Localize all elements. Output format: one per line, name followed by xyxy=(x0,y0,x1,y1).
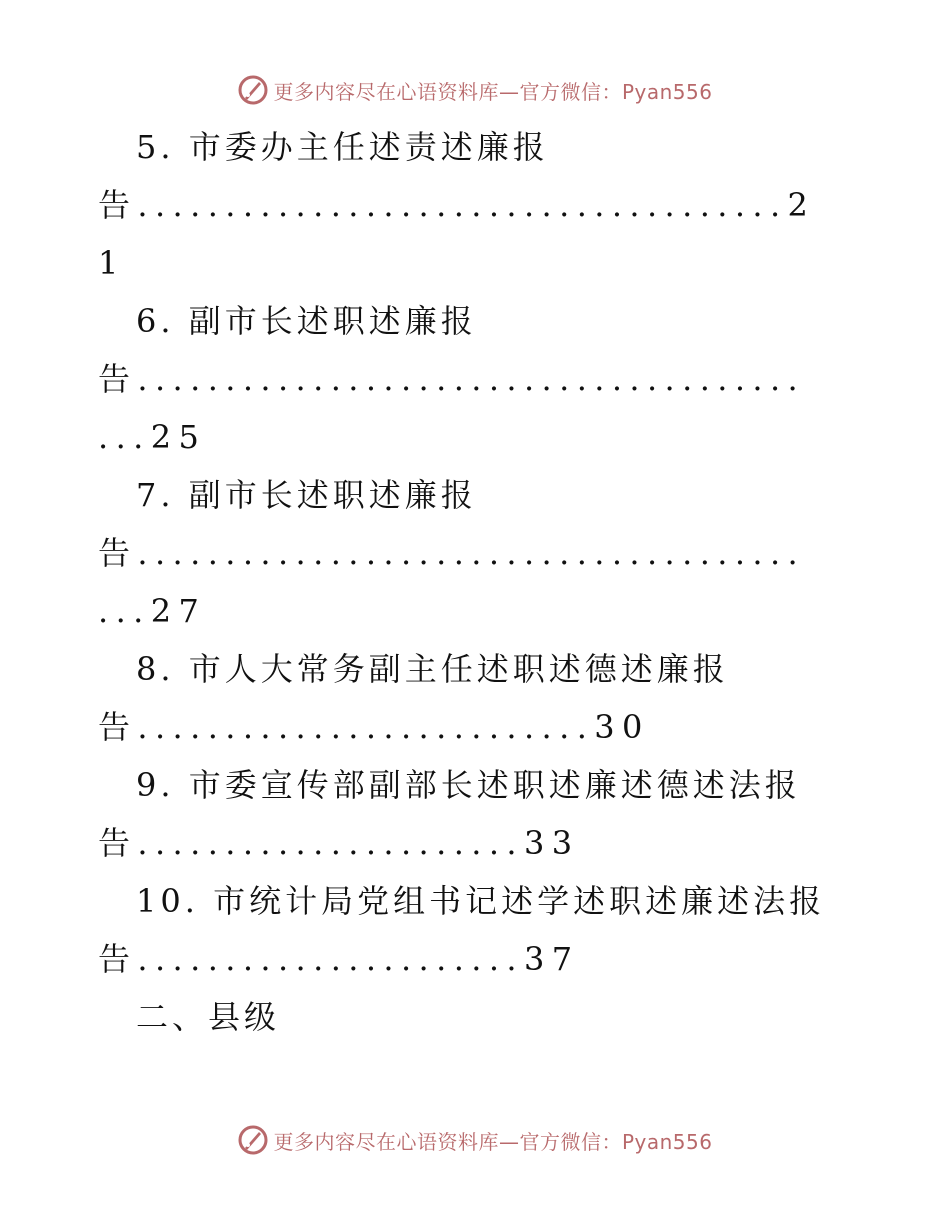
toc-entry-title: 10. 市统计局党组书记述学述职述廉述法报 xyxy=(136,882,826,920)
toc-entry-title: 6. 副市长述职述廉报 xyxy=(136,302,477,340)
toc-entry-title: 8. 市人大常务副主任述职述德述廉报 xyxy=(136,650,729,688)
toc-entry-page: ...27 xyxy=(98,592,207,630)
toc-entry-title: 5. 市委办主任述责述廉报 xyxy=(136,128,549,166)
toc-entry-leader: 告.....................................2 xyxy=(98,186,816,224)
toc-entry-title: 7. 副市长述职述廉报 xyxy=(136,476,477,514)
toc-entry-title: 9. 市委宣传部副部长述职述廉述德述法报 xyxy=(136,766,801,804)
header-banner-text: 更多内容尽在心语资料库—官方微信：Pyan556 xyxy=(273,79,713,104)
toc-entry-leader: 告......................37 xyxy=(98,940,580,978)
header-banner xyxy=(0,70,950,110)
toc-entry-leader: 告...................................... xyxy=(98,534,806,572)
toc-content xyxy=(98,118,858,1046)
toc-entry-leader: 告......................33 xyxy=(98,824,580,862)
toc-entry-page: 1 xyxy=(98,244,123,282)
toc-entry-page: ...25 xyxy=(98,418,207,456)
footer-banner-text: 更多内容尽在心语资料库—官方微信：Pyan556 xyxy=(273,1129,713,1154)
quill-logo-icon xyxy=(237,1124,269,1156)
quill-logo-icon xyxy=(237,74,269,106)
section-heading: 二、县级 xyxy=(136,998,281,1036)
toc-entry-leader: 告..........................30 xyxy=(98,708,650,746)
footer-banner xyxy=(0,1120,950,1160)
toc-entry-leader: 告...................................... xyxy=(98,360,806,398)
